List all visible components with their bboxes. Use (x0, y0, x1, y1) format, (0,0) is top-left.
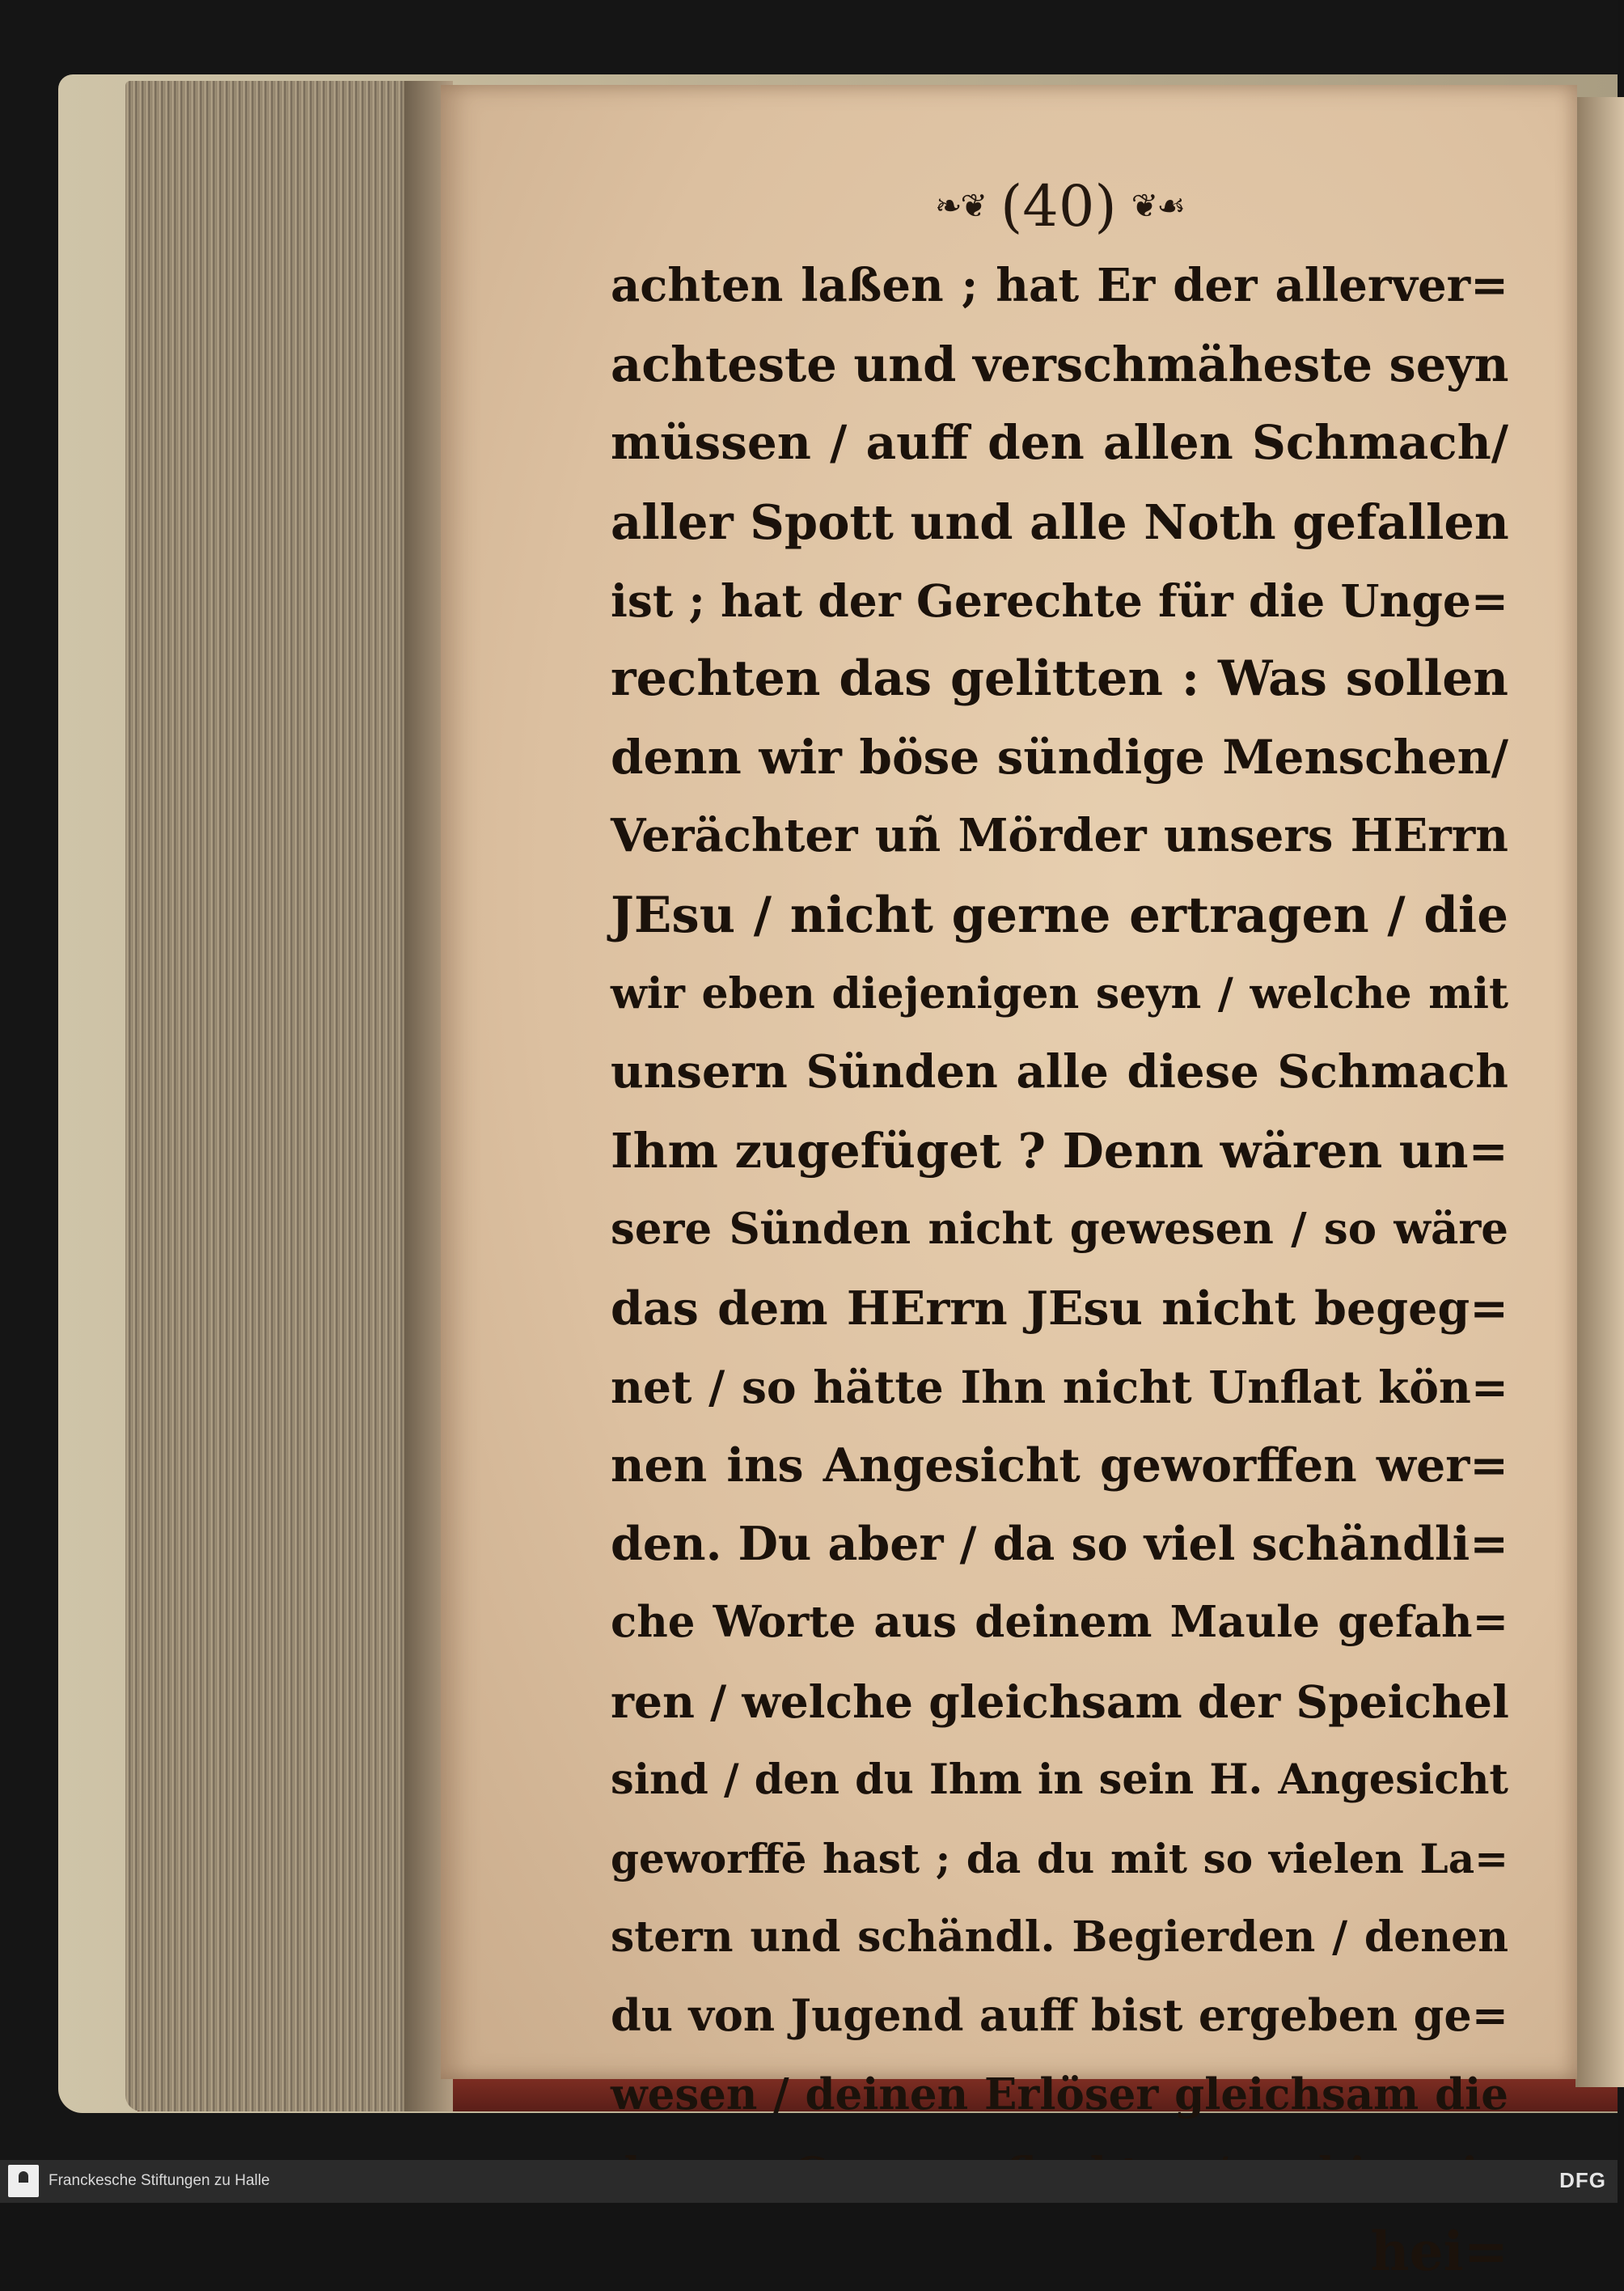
text-line: che Worte aus deinem Maule gefah= (611, 1597, 1508, 1648)
text-line: sind / den du Ihm in sein H. Angesicht (611, 1755, 1508, 1804)
text-line: wir eben diejenigen seyn / welche mit (611, 968, 1508, 1018)
page-header (833, 170, 1286, 243)
text-line: sere Sünden nicht gewesen / so wäre (611, 1204, 1508, 1255)
page-number: (40) (1000, 173, 1117, 239)
ornament-left-icon: ❧❦ (934, 188, 986, 225)
text-line: hei= (1370, 2220, 1508, 2284)
text-line: denn wir böse sündige Menschen/ (611, 730, 1508, 786)
dfg-logo: DFG (1559, 2168, 1606, 2192)
text-line: geworffē hast ; da du mit so vielen La= (611, 1835, 1508, 1883)
text-line: net / so hätte Ihn nicht Unflat kön= (611, 1360, 1508, 1413)
text-line: wesen / deinen Erlöser gleichsam die (611, 2069, 1508, 2119)
text-line: ren / welche gleichsam der Speichel (611, 1675, 1509, 1728)
text-line: JEsu / nicht gerne ertragen / die (611, 886, 1508, 944)
text-line: rechten das gelitten : Was sollen (611, 650, 1508, 708)
footer-institution: Franckesche Stiftungen zu Halle (49, 2172, 270, 2189)
text-line: achten laßen ; hat Er der allerver= (611, 259, 1508, 312)
text-line: achteste und verschmäheste seyn (611, 337, 1509, 393)
text-line: ist ; hat der Gerechte für die Unge= (611, 574, 1508, 627)
text-line: den. Du aber / da so viel schändli= (611, 1517, 1508, 1572)
text-line: nen ins Angesicht geworffen wer= (611, 1438, 1508, 1493)
ornament-right-icon: ❦☙ (1131, 188, 1185, 225)
text-line: stern und schändl. Begierden / denen (611, 1912, 1508, 1963)
page-edges (125, 81, 449, 2111)
text-line: Verächter uñ Mörder unsers HErrn (611, 809, 1508, 863)
text-line: unsern Sünden alle diese Schmach (611, 1045, 1508, 1099)
text-line: aller Spott und alle Noth gefallen (611, 493, 1509, 550)
text-line: müssen / auff den allen Schmach/ (611, 415, 1508, 471)
text-line: das dem HErrn JEsu nicht begeg= (611, 1281, 1508, 1336)
text-line: Ihm zugefüget ? Denn wären un= (611, 1123, 1508, 1179)
page-text (611, 247, 1508, 2291)
institution-logo-icon (8, 2165, 39, 2197)
facing-page-edge (1575, 97, 1624, 2087)
footer-bar (0, 2160, 1618, 2203)
text-line: du von Jugend auff bist ergeben ge= (611, 1989, 1508, 2042)
